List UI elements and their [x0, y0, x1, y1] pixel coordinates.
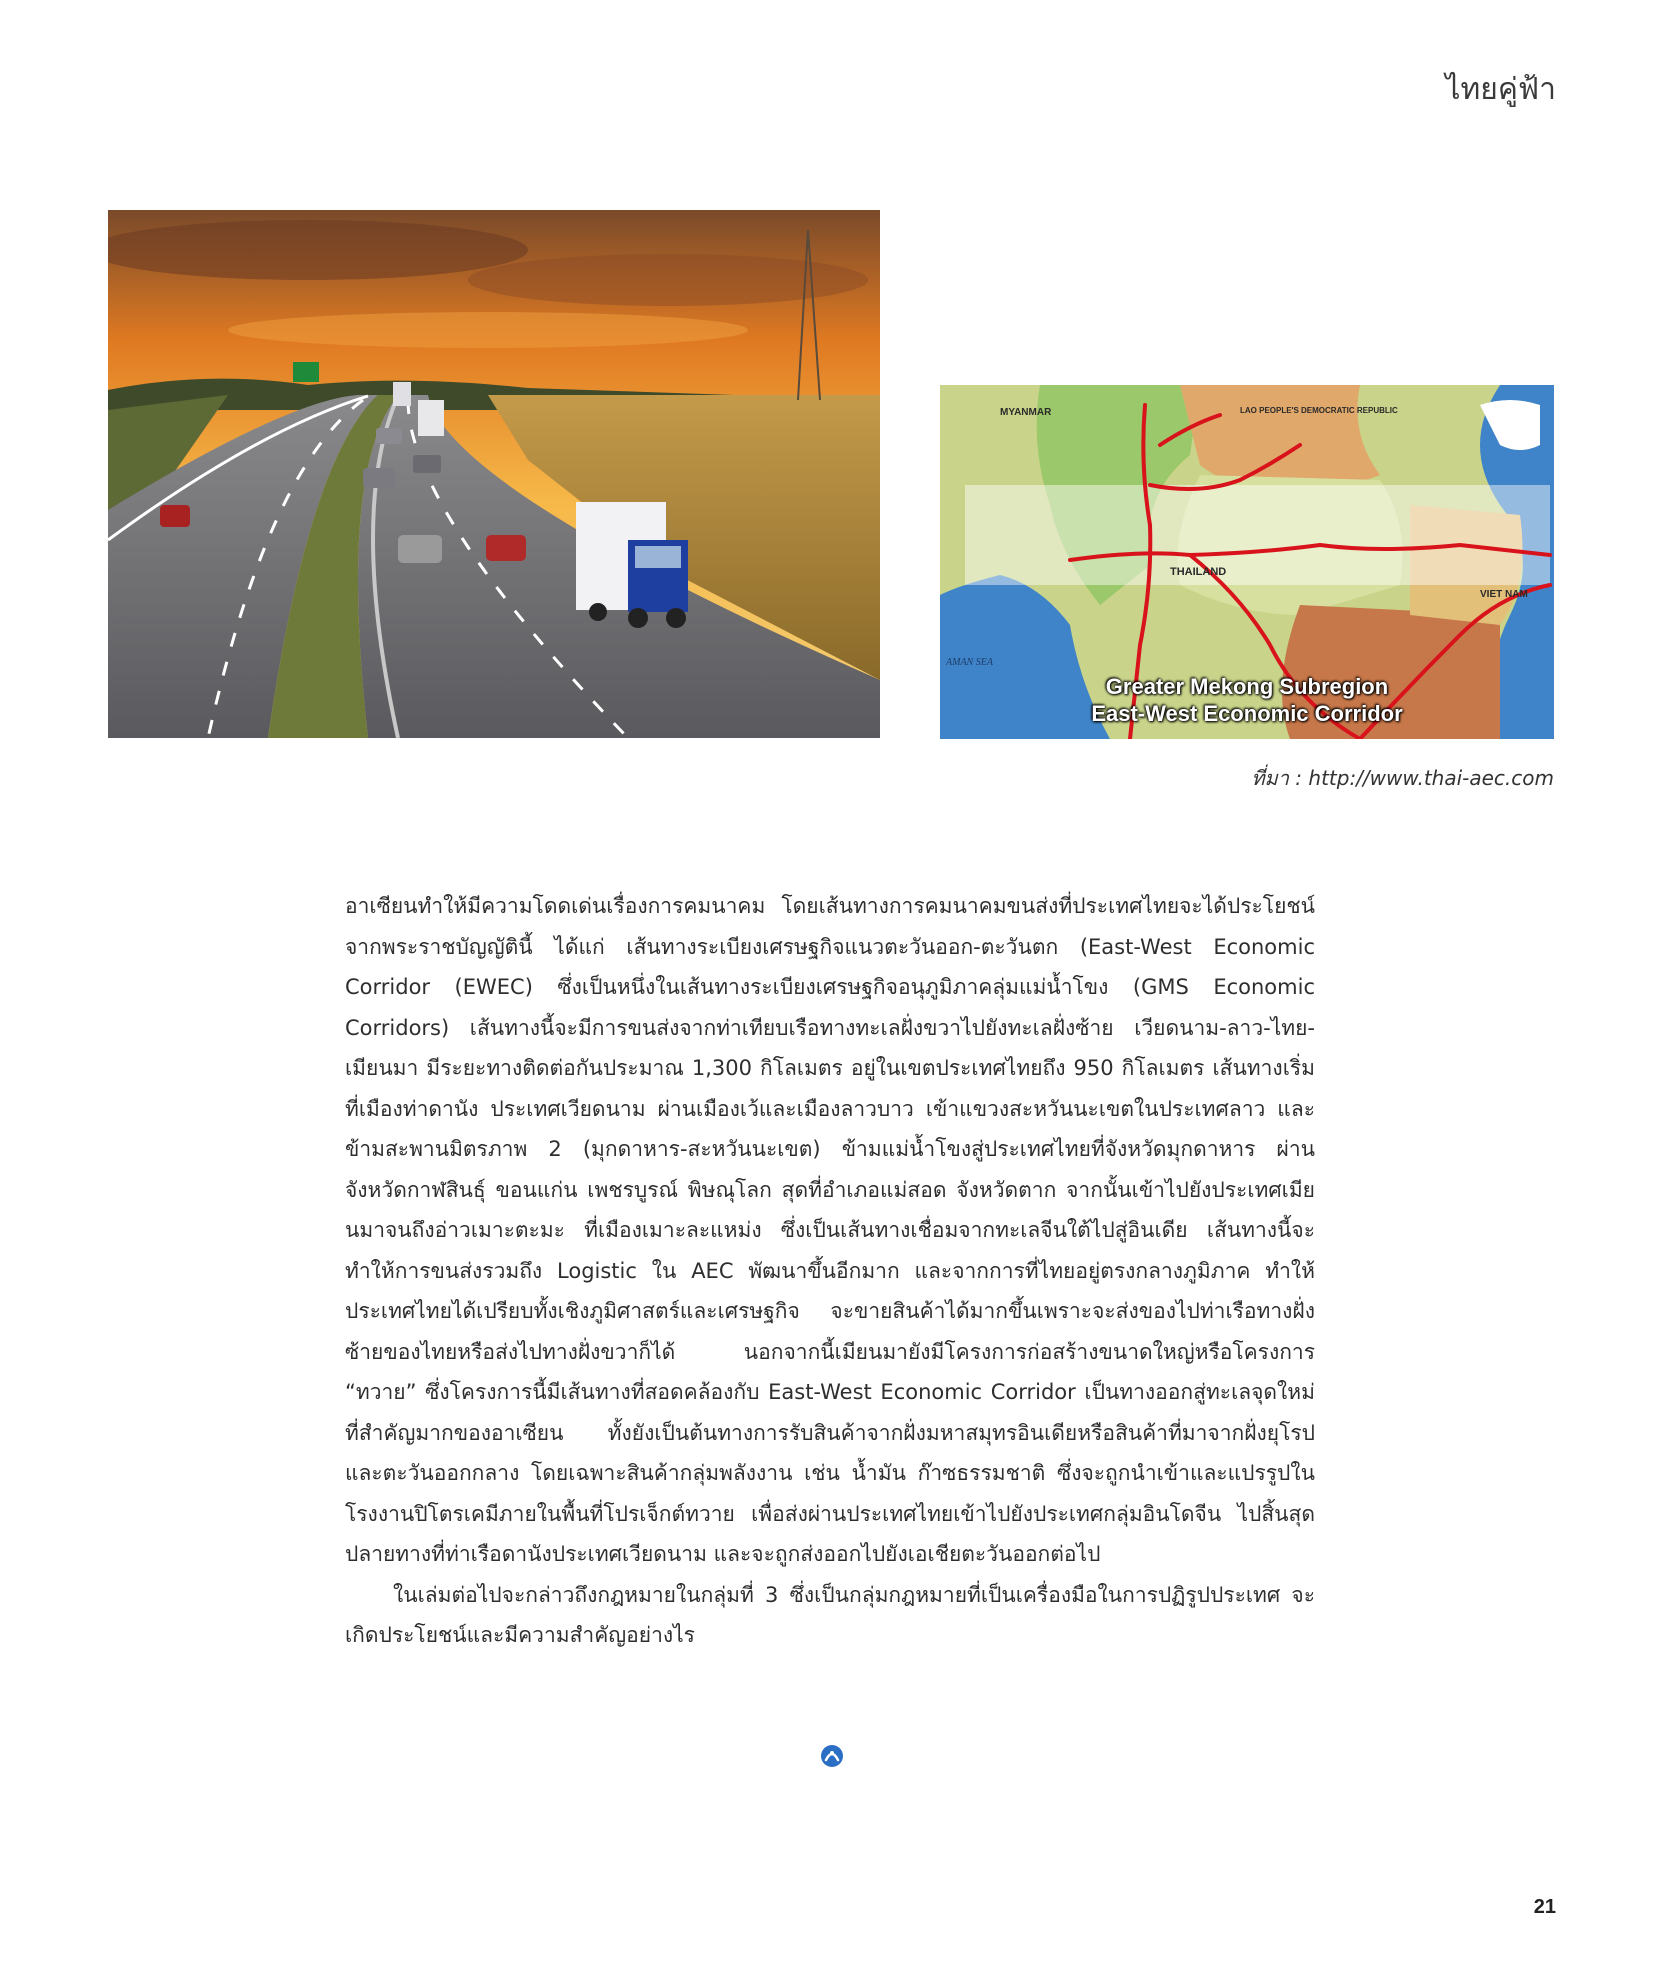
map-caption — [940, 673, 1554, 727]
running-header: ไทยคู่ฟ้า — [1445, 72, 1556, 107]
map-caption-line2: East-West Economic Corridor — [1091, 701, 1403, 726]
highway-photo — [108, 210, 880, 738]
map-label-laos: LAO PEOPLE'S DEMOCRATIC REPUBLIC — [1240, 406, 1398, 415]
map-label-vietnam: VIET NAM — [1480, 589, 1528, 600]
map-label-andaman-sea: AMAN SEA — [946, 657, 993, 668]
image-source-credit: ที่มา : http://www.thai-aec.com — [1251, 766, 1554, 790]
gms-ewec-map — [940, 385, 1554, 739]
highway-photo-illustration — [108, 210, 880, 738]
end-of-article-icon — [820, 1744, 844, 1768]
map-caption-line1: Greater Mekong Subregion — [1105, 674, 1389, 699]
article-body — [345, 886, 1315, 1656]
map-label-myanmar: MYANMAR — [1000, 407, 1052, 418]
body-paragraph-1: อาเซียนทำให้มีความโดดเด่นเรื่องการคมนาคม โดยเส้นทางการคมนาคมขนส่งที่ประเทศไทยจะได้ประโยชน์จากพระราชบัญญัตินี้ ได้แก่ เส้นทางระเบียงเศรษฐกิจแนวตะวันออก-ตะวันตก (East-West Economic Corridor (EWEC) ซึ่งเป็นหนึ่งในเส้นทางระเบียงเศรษฐกิจอนุภูมิภาคลุ่มแม่น้ำโขง (GMS Economic Corridors) เส้นทางนี้จะมีการขนส่งจากท่าเทียบเรือทางทะเลฝั่งขวาไปยังทะเลฝั่งซ้าย เวียดนาม-ลาว-ไทย-เมียนมา มีระยะทางติดต่อกันประมาณ 1,300 กิโลเมตร อยู่ในเขตประเทศไทยถึง 950 กิโลเมตร เส้นทางเริ่มที่เมืองท่าดานัง ประเทศเวียดนาม ผ่านเมืองเว้และเมืองลาวบาว เข้าแขวงสะหวันนะเขตในประเทศลาว และข้ามสะพานมิตรภาพ 2 (มุกดาหาร-สะหวันนะเขต) ข้ามแม่น้ำโขงสู่ประเทศไทยที่จังหวัดมุกดาหาร ผ่านจังหวัดกาฬสินธุ์ ขอนแก่น เพชรบูรณ์ พิษณุโลก สุดที่อำเภอแม่สอด จังหวัดตาก จากนั้นเข้าไปยังประเทศเมียนมาจนถึงอ่าวเมาะตะมะ ที่เมืองเมาะละแหม่ง ซึ่งเป็นเส้นทางเชื่อมจากทะเลจีนใต้ไปสู่อินเดีย เส้นทางนี้จะทำให้การขนส่งรวมถึง Logistic ใน AEC พัฒนาขึ้นอีกมาก และจากการที่ไทยอยู่ตรงกลางภูมิภาค ทำให้ประเทศไทยได้เปรียบทั้งเชิงภูมิศาสตร์และเศรษฐกิจ จะขายสินค้าได้มากขึ้นเพราะจะส่งของไปท่าเรือทางฝั่งซ้ายของไทยหรือส่งไปทางฝั่งขวาก็ได้ นอกจากนี้เมียนมายังมีโครงการก่อสร้างขนาดใหญ่หรือโครงการ “ทวาย” ซึ่งโครงการนี้มีเส้นทางที่สอดคล้องกับ East-West Economic Corridor เป็นทางออกสู่ทะเลจุดใหม่ที่สำคัญมากของอาเซียน ทั้งยังเป็นต้นทางการรับสินค้าจากฝั่งมหาสมุทรอินเดียหรือสินค้าที่มาจากฝั่งยุโรปและตะวันออกกลาง โดยเฉพาะสินค้ากลุ่มพลังงาน เช่น น้ำมัน ก๊าซธรรมชาติ ซึ่งจะถูกนำเข้าและแปรรูปในโรงงานปิโตรเคมีภายในพื้นที่โปรเจ็กต์ทวาย เพื่อส่งผ่านประเทศไทยเข้าไปยังประเทศกลุ่มอินโดจีน ไปสิ้นสุดปลายทางที่ท่าเรือดานังประเทศเวียดนาม และจะถูกส่งออกไปยังเอเชียตะวันออกต่อไป — [345, 894, 1315, 1566]
map-label-thailand: THAILAND — [1170, 566, 1227, 578]
body-paragraph-2: ในเล่มต่อไปจะกล่าวถึงกฎหมายในกลุ่มที่ 3 ซึ่งเป็นกลุ่มกฎหมายที่เป็นเครื่องมือในการปฏิรูปประเทศ จะเกิดประโยชน์และมีความสำคัญอย่างไร — [345, 1582, 1315, 1647]
page-number: 21 — [1533, 1896, 1556, 1918]
